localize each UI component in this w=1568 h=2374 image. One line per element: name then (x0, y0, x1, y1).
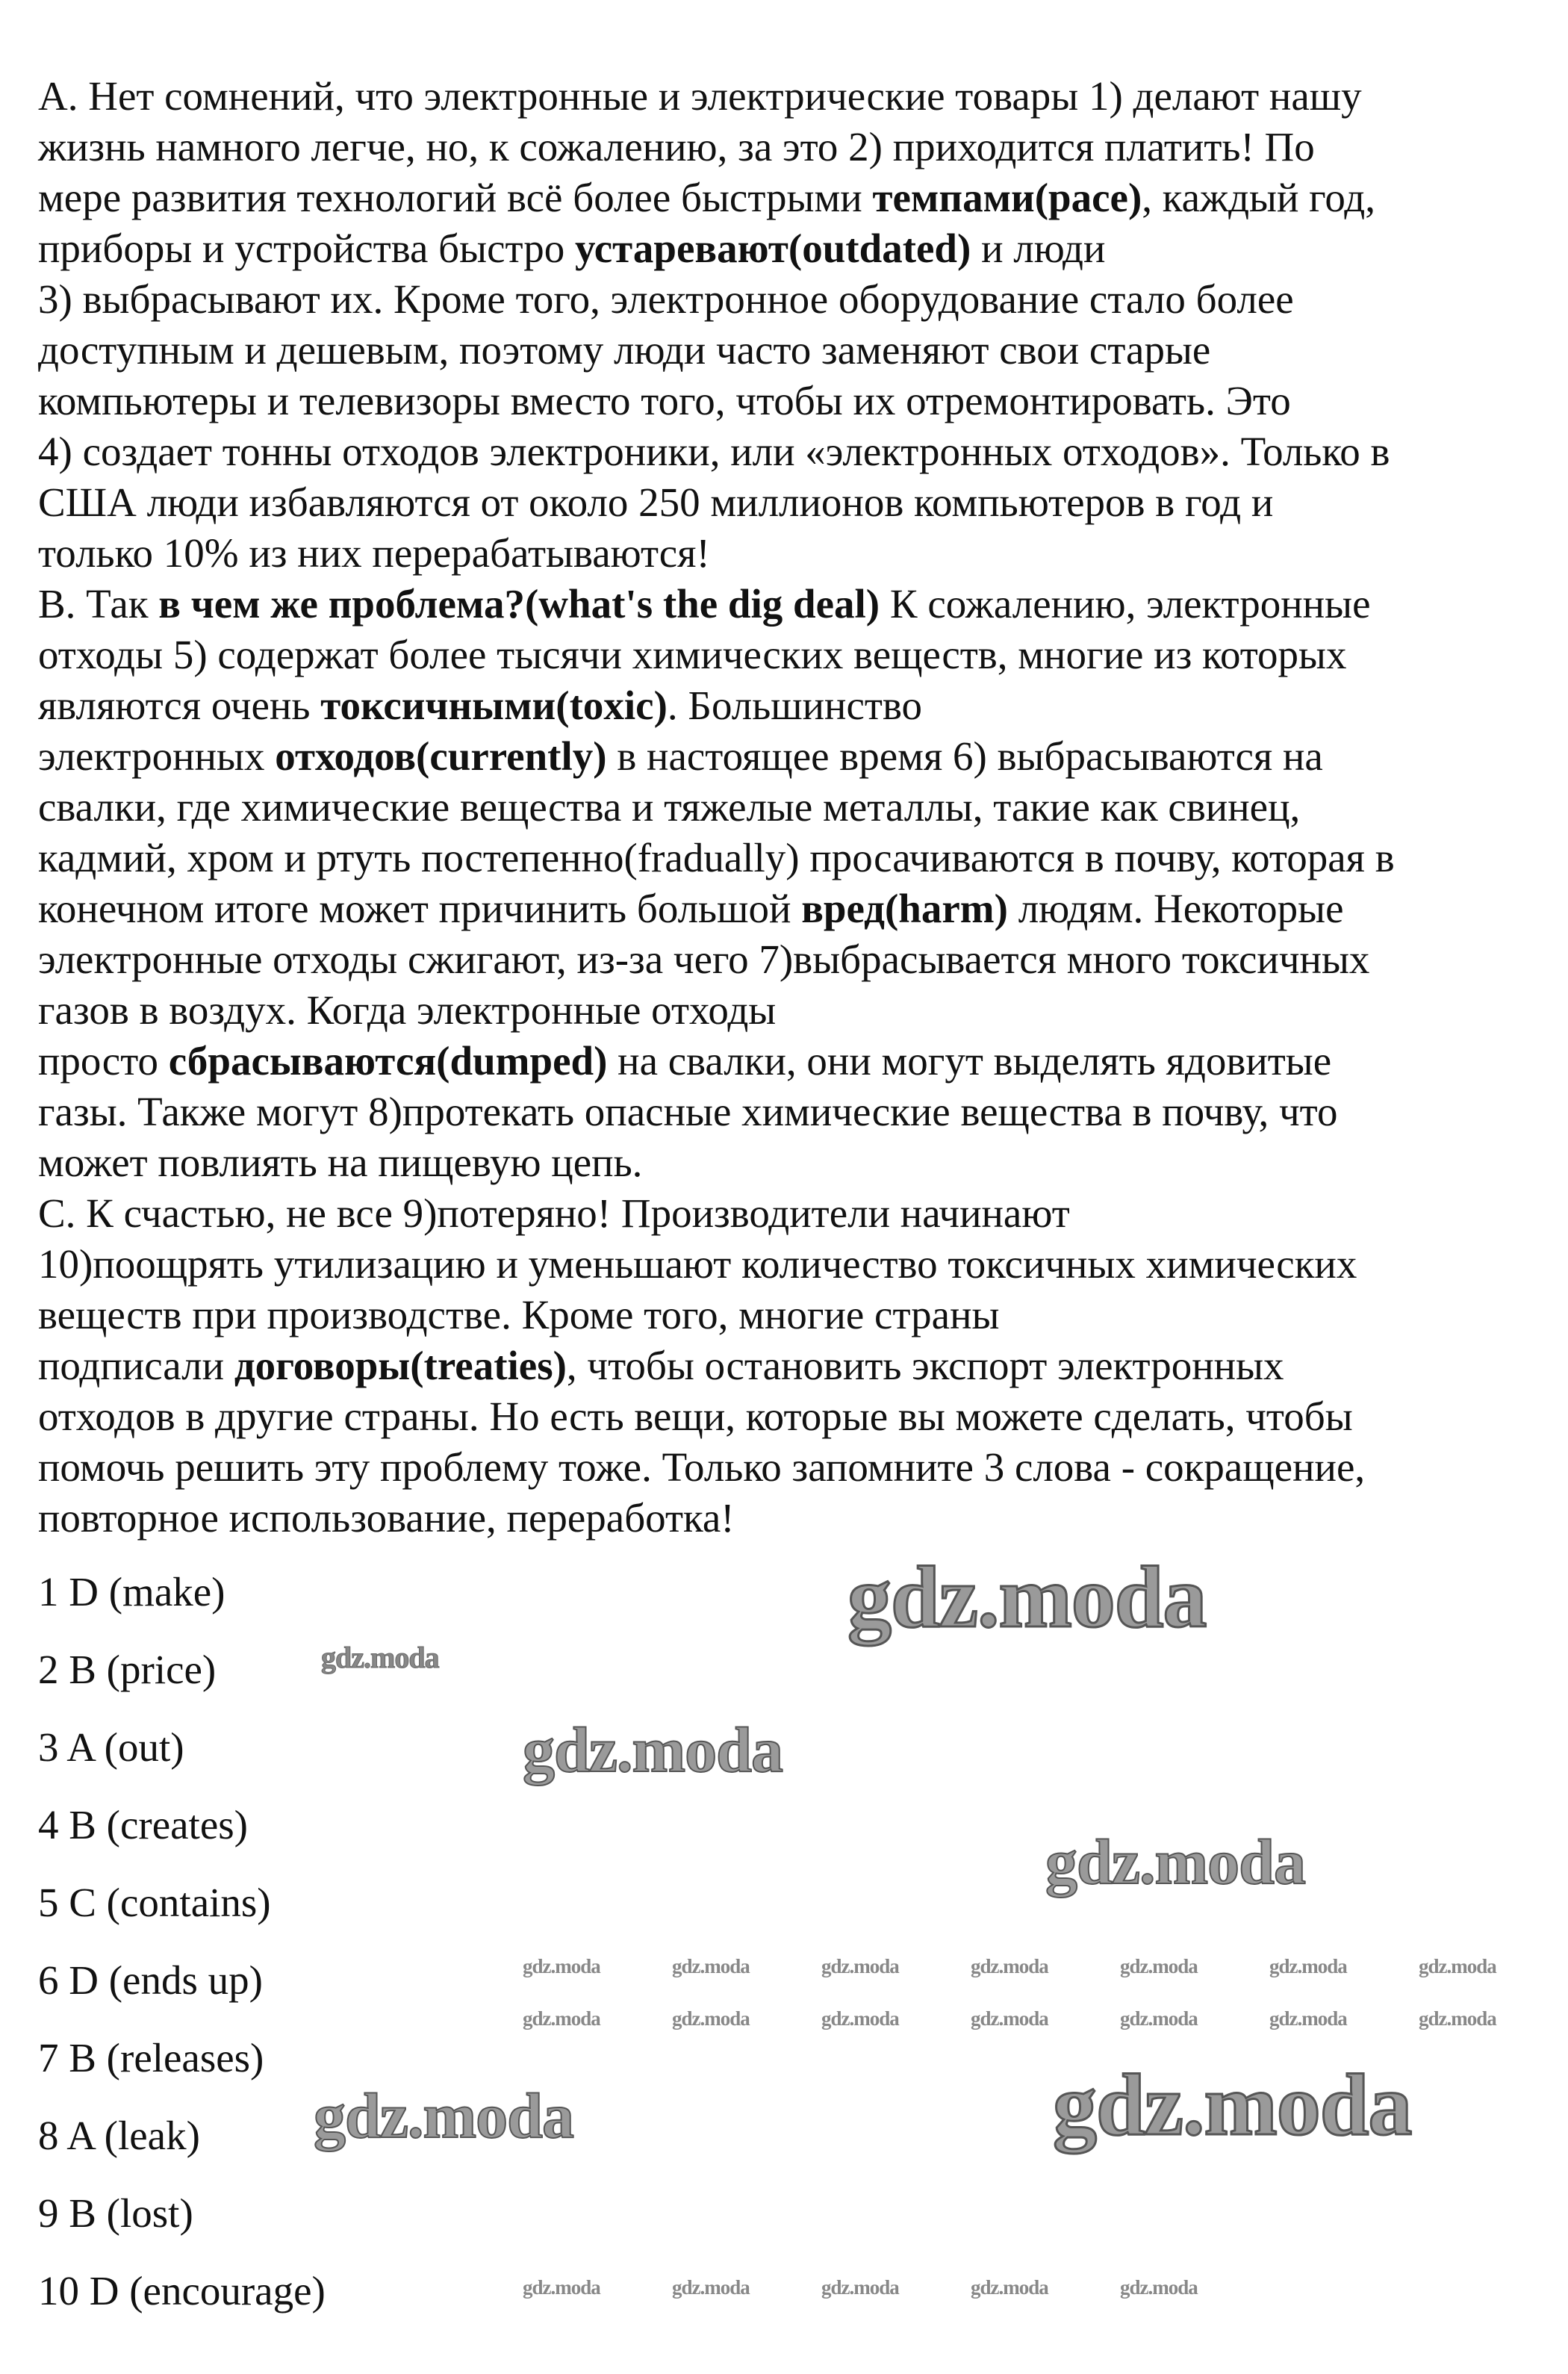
text-line (38, 122, 1315, 173)
text-segment: помочь решить эту проблему тоже. Только запомните 3 слова - сокращение, (38, 1444, 1366, 1490)
text-line (38, 1188, 1070, 1239)
watermark: gdz.moda (672, 2276, 750, 2299)
text-line (38, 1239, 1357, 1290)
text-segment: США люди избавляются от около 250 миллионов компьютеров в год и (38, 479, 1274, 525)
text-segment: компьютеры и телевизоры вместо того, чтобы их отремонтировать. Это (38, 378, 1291, 423)
text-line (38, 274, 1294, 325)
bold-term: сбрасываются(dumped) (168, 1038, 608, 1084)
text-line (38, 680, 922, 731)
text-line (38, 731, 1323, 782)
text-line (38, 1087, 1337, 1137)
text-line (38, 934, 1369, 985)
text-line (38, 376, 1291, 426)
text-segment: , чтобы остановить экспорт электронных (566, 1343, 1284, 1388)
text-segment: 4) создает тонны отходов электроники, или «электронных отходов». Только в (38, 429, 1390, 474)
watermark: gdz.moda (314, 2080, 573, 2151)
watermark: gdz.moda (523, 2276, 600, 2299)
watermark: gdz.moda (672, 1955, 750, 1977)
text-segment: кадмий, хром и ртуть постепенно(fradually) просачиваются в почву, которая в (38, 835, 1395, 880)
text-line (38, 173, 1375, 223)
paragraph (38, 579, 1395, 1188)
watermark: gdz.moda (1045, 1826, 1305, 1898)
answer-item: 9 B (lost) (38, 2190, 193, 2236)
answer-item: 4 B (creates) (38, 1802, 248, 1848)
text-segment: подписали (38, 1343, 234, 1388)
text-line (38, 426, 1390, 477)
text-line (38, 528, 710, 579)
watermark: gdz.moda (971, 2276, 1048, 2299)
watermark: gdz.moda (971, 2007, 1048, 2030)
text-line (38, 1391, 1353, 1442)
text-line (38, 1442, 1365, 1493)
text-line (38, 1493, 735, 1544)
text-line (38, 985, 776, 1036)
bold-term: темпами(pace) (872, 175, 1142, 220)
watermark: gdz.moda (1120, 2276, 1198, 2299)
watermark: gdz.moda (1269, 1955, 1347, 1977)
watermark: gdz.moda (523, 2007, 600, 2030)
text-segment: электронные отходы сжигают, из-за чего 7)выбрасывается много токсичных (38, 936, 1370, 982)
text-segment: жизнь намного легче, но, к сожалению, за это 2) приходится платить! По (38, 124, 1315, 170)
text-segment: . Большинство (667, 683, 923, 728)
watermark: gdz.moda (821, 2007, 899, 2030)
answer-item: 6 D (ends up) (38, 1957, 263, 2003)
text-segment: отходы 5) содержат более тысячи химических веществ, многие из которых (38, 632, 1347, 677)
watermark: gdz.moda (523, 1714, 783, 1786)
text-segment: на свалки, они могут выделять ядовитые (607, 1038, 1332, 1084)
text-segment: газы. Также могут 8)протекать опасные химические вещества в почву, что (38, 1089, 1338, 1134)
text-line (38, 883, 1344, 934)
text-segment: А. Нет сомнений, что электронные и электрические товары 1) делают нашу (38, 73, 1362, 119)
bold-term: токсичными(toxic) (320, 683, 668, 728)
document-text (38, 71, 1395, 1544)
answer-item: 5 C (contains) (38, 1880, 271, 1925)
bold-term: договоры(treaties) (234, 1343, 567, 1388)
text-segment: являются очень (38, 683, 321, 728)
watermark: gdz.moda (523, 1955, 600, 1977)
text-line (38, 477, 1273, 528)
answer-item: 10 D (encourage) (38, 2268, 326, 2314)
text-segment: в настоящее время 6) выбрасываются на (606, 733, 1323, 779)
watermark: gdz.moda (1419, 1955, 1496, 1977)
watermark: gdz.moda (1269, 2007, 1347, 2030)
bold-term: устаревают(outdated) (574, 226, 971, 271)
text-segment: 3) выбрасывают их. Кроме того, электронное оборудование стало более (38, 276, 1294, 322)
watermark: gdz.moda (971, 1955, 1048, 1977)
text-line (38, 1137, 642, 1188)
watermark: gdz.moda (1053, 2056, 1412, 2154)
text-segment: конечном итоге может причинить большой (38, 886, 802, 931)
text-line (38, 1036, 1331, 1087)
text-segment: просто (38, 1038, 169, 1084)
text-segment: , каждый год, (1142, 175, 1376, 220)
text-segment: отходов в другие страны. Но есть вещи, которые вы можете сделать, чтобы (38, 1393, 1353, 1439)
text-segment: повторное использование, переработка! (38, 1495, 735, 1541)
text-segment: может повлиять на пищевую цепь. (38, 1140, 643, 1185)
text-line (38, 782, 1300, 833)
answer-item: 2 B (price) (38, 1647, 217, 1692)
watermark: gdz.moda (821, 2276, 899, 2299)
bold-term: вред(harm) (801, 886, 1008, 931)
text-line (38, 325, 1210, 376)
text-line (38, 630, 1347, 680)
text-segment: только 10% из них перерабатываются! (38, 530, 710, 576)
watermark: gdz.moda (321, 1641, 439, 1674)
text-line (38, 579, 1370, 630)
text-segment: 10)поощрять утилизацию и уменьшают количество токсичных химических (38, 1241, 1357, 1287)
bold-term: в чем же проблема?(what's the dig deal) (158, 581, 880, 627)
watermark: gdz.moda (1120, 1955, 1198, 1977)
answer-item: 8 A (leak) (38, 2113, 200, 2158)
watermark: gdz.moda (847, 1548, 1207, 1646)
answer-list (38, 1553, 326, 2330)
text-line (38, 1290, 999, 1340)
text-segment: B. Так (38, 581, 159, 627)
watermark: gdz.moda (1419, 2007, 1496, 2030)
text-segment: мере развития технологий всё более быстрыми (38, 175, 873, 220)
text-segment: газов в воздух. Когда электронные отходы (38, 987, 777, 1033)
watermark: gdz.moda (1120, 2007, 1198, 2030)
answer-item: 1 D (make) (38, 1569, 225, 1615)
watermark: gdz.moda (821, 1955, 899, 1977)
text-segment: доступным и дешевым, поэтому люди часто заменяют свои старые (38, 327, 1211, 373)
text-segment: К сожалению, электронные (880, 581, 1371, 627)
text-line (38, 833, 1395, 883)
bold-term: отходов(currently) (275, 733, 607, 779)
watermark: gdz.moda (672, 2007, 750, 2030)
answer-item: 7 B (releases) (38, 2035, 264, 2081)
text-segment: веществ при производстве. Кроме того, многие страны (38, 1292, 1000, 1337)
text-segment: людям. Некоторые (1007, 886, 1344, 931)
paragraph (38, 71, 1395, 579)
text-segment: электронных (38, 733, 276, 779)
text-segment: приборы и устройства быстро (38, 226, 575, 271)
answer-item: 3 A (out) (38, 1724, 184, 1770)
text-line (38, 1340, 1284, 1391)
paragraph (38, 1188, 1395, 1544)
text-segment: свалки, где химические вещества и тяжелые металлы, такие как свинец, (38, 784, 1301, 830)
text-line (38, 71, 1362, 122)
text-segment: и люди (971, 226, 1106, 271)
text-segment: C. К счастью, не все 9)потеряно! Производители начинают (38, 1190, 1070, 1236)
text-line (38, 223, 1105, 274)
